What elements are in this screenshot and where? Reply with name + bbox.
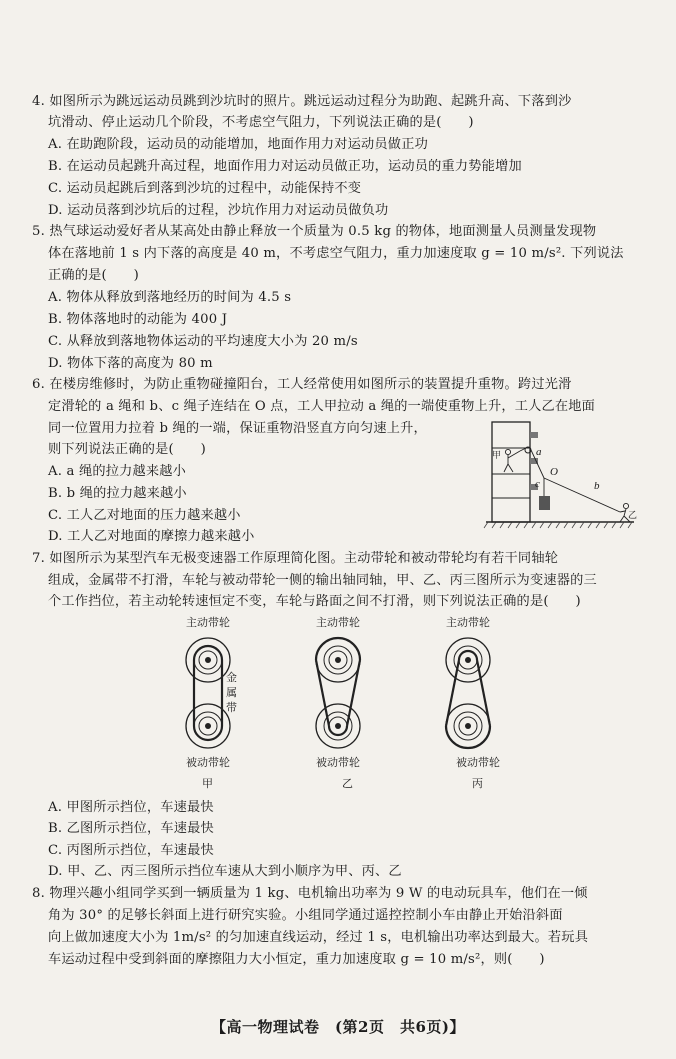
q7-jia-driven-label: 被动带轮 [186, 756, 230, 769]
q6-option-d: D. 工人乙对地面的摩擦力越来越小 [48, 529, 255, 544]
q5-option-a: A. 物体从释放到落地经历的时间为 4.5 s [48, 290, 292, 305]
q7-jia-diagram [186, 638, 230, 748]
q6-option-a: A. a 绳的拉力越来越小 [48, 464, 187, 479]
q6-building-figure [484, 418, 644, 530]
q6-label-yi: 乙 [628, 511, 638, 521]
q7-belt-label-2: 属 [226, 686, 237, 699]
q7-jia-driving-label: 主动带轮 [186, 616, 230, 629]
q7-option-a: A. 甲图所示挡位，车速最快 [48, 800, 214, 815]
q7-belt-label-1: 金 [226, 671, 237, 684]
q6-label-jia: 甲 [492, 451, 502, 461]
q6-stem-line2: 定滑轮的 a 绳和 b、c 绳子连结在 O 点，工人甲拉动 a 绳的一端使重物上升，工人乙在地面 [48, 399, 596, 414]
q7-yi-diagram [316, 638, 360, 748]
q6-label-b: b [594, 480, 600, 492]
q7-stem-line3: 个工作挡位，若主动轮转速恒定不变，车轮与路面之间不打滑，则下列说法正确的是( ) [48, 594, 581, 609]
q4-stem-line2: 坑滑动、停止运动几个阶段，不考虑空气阻力，下列说法正确的是( ) [48, 115, 474, 130]
q7-pulley-figures [150, 628, 510, 758]
q7-bing-driving-label: 主动带轮 [446, 616, 490, 629]
q6-option-c: C. 工人乙对地面的压力越来越小 [48, 508, 241, 523]
q7-belt-label-3: 带 [226, 701, 237, 714]
q8-stem-line4: 车运动过程中受到斜面的摩擦阻力大小恒定，重力加速度取 g = 10 m/s²，则( ) [48, 952, 545, 967]
q7-option-d: D. 甲、乙、丙三图所示挡位车速从大到小顺序为甲、丙、乙 [48, 864, 402, 879]
q6-option-b: B. b 绳的拉力越来越小 [48, 486, 187, 501]
q7-bing-driven-label: 被动带轮 [456, 756, 500, 769]
q6-label-a: a [536, 446, 542, 458]
q6-label-o: O [550, 466, 558, 478]
q7-option-c: C. 丙图所示挡位，车速最快 [48, 843, 214, 858]
q6-label-c: c [535, 478, 540, 490]
q7-caption-jia: 甲 [202, 777, 213, 790]
q5-stem-line1: 5. 热气球运动爱好者从某高处由静止释放一个质量为 0.5 kg 的物体，地面测量人员测量发现物 [32, 224, 597, 239]
q7-stem-line2: 组成，金属带不打滑，车轮与被动带轮一侧的输出轴同轴，甲、乙、丙三图所示为变速器的三 [48, 573, 597, 588]
q7-option-b: B. 乙图所示挡位，车速最快 [48, 821, 214, 836]
q6-stem-line4: 则下列说法正确的是( ) [48, 442, 206, 457]
q8-stem-line1: 8. 物理兴趣小组同学买到一辆质量为 1 kg、电机输出功率为 9 W 的电动玩具车，他们在一倾 [32, 886, 588, 901]
q5-stem-line3: 正确的是( ) [48, 268, 140, 283]
q4-stem-line1: 4. 如图所示为跳远运动员跳到沙坑时的照片。跳远运动过程分为助跑、起跳升高、下落到沙 [32, 94, 572, 109]
q7-bing-diagram [446, 638, 490, 748]
q8-stem-line3: 向上做加速度大小为 1m/s² 的匀加速直线运动，经过 1 s，电机输出功率达到最大。若玩具 [48, 930, 589, 945]
q5-option-c: C. 从释放到落地物体运动的平均速度大小为 20 m/s [48, 334, 358, 349]
q4-option-a: A. 在助跑阶段，运动员的动能增加，地面作用力对运动员做正功 [48, 137, 428, 152]
page-footer: 【高一物理试卷 (第2页 共6页)】 [210, 1018, 466, 1036]
q8-stem-line2: 角为 30° 的足够长斜面上进行研究实验。小组同学通过遥控控制小车由静止开始沿斜面 [48, 908, 563, 923]
q4-option-d: D. 运动员落到沙坑后的过程，沙坑作用力对运动员做负功 [48, 203, 389, 218]
q6-stem-line1: 6. 在楼房维修时，为防止重物碰撞阳台，工人经常使用如图所示的装置提升重物。跨过光滑 [32, 377, 572, 392]
q7-yi-driven-label: 被动带轮 [316, 756, 360, 769]
q5-option-d: D. 物体下落的高度为 80 m [48, 356, 213, 371]
q6-stem-line3: 同一位置用力拉着 b 绳的一端，保证重物沿竖直方向匀速上升， [48, 421, 427, 436]
q7-caption-bing: 丙 [472, 777, 483, 790]
q7-stem-line1: 7. 如图所示为某型汽车无极变速器工作原理简化图。主动带轮和被动带轮均有若干同轴轮 [32, 551, 559, 566]
q4-option-b: B. 在运动员起跳升高过程，地面作用力对运动员做正功，运动员的重力势能增加 [48, 159, 522, 174]
q5-option-b: B. 物体落地时的动能为 400 J [48, 312, 228, 327]
q7-caption-yi: 乙 [342, 777, 353, 790]
q5-stem-line2: 体在落地前 1 s 内下落的高度是 40 m，不考虑空气阻力，重力加速度取 g = 10 m/s². 下列说法 [48, 246, 624, 261]
q7-yi-driving-label: 主动带轮 [316, 616, 360, 629]
q4-option-c: C. 运动员起跳后到落到沙坑的过程中，动能保持不变 [48, 181, 362, 196]
